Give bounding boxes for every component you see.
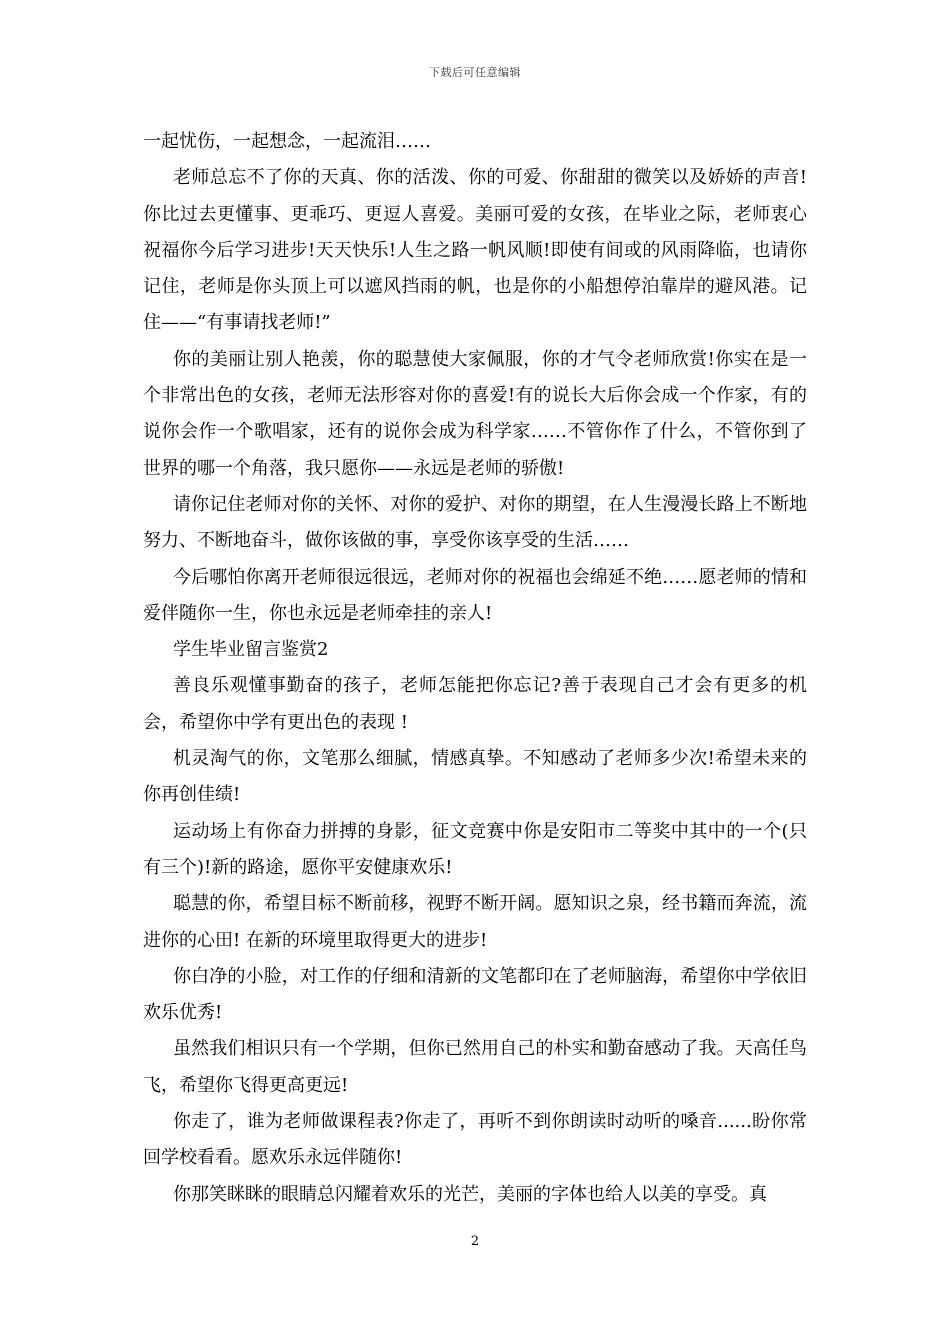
- page-number: 2: [470, 1234, 480, 1249]
- paragraph: 你那笑眯眯的眼睛总闪耀着欢乐的光芒，美丽的字体也给人以美的享受。真: [173, 1183, 767, 1205]
- paragraph: 今后哪怕你离开老师很远很远，老师对你的祝福也会绵延不绝……愿老师的情和爱伴随你一生，你也永远是老师牵挂的亲人!: [143, 566, 807, 624]
- paragraph: 一起忧伤，一起想念，一起流泪……: [143, 131, 431, 152]
- paragraph: 善良乐观懂事勤奋的孩子，老师怎能把你忘记?善于表现自己才会有更多的机会，希望你中学有更出色的表现 !: [143, 675, 807, 733]
- paragraph: 虽然我们相识只有一个学期，但你已然用自己的朴实和勤奋感动了我。天高任鸟飞，希望你飞得更高更远!: [143, 1038, 807, 1096]
- section-heading: 学生毕业留言鉴赏2: [173, 639, 329, 661]
- paragraph: 你白净的小脸，对工作的仔细和清新的文笔都印在了老师脑海，希望你中学依旧欢乐优秀!: [143, 965, 807, 1024]
- paragraph: 机灵淘气的你，文笔那么细腻，情感真挚。不知感动了老师多少次!希望未来的你再创佳绩!: [143, 748, 807, 806]
- paragraph: 你的美丽让别人艳羡，你的聪慧使大家佩服，你的才气令老师欣赏!你实在是一个非常出色的女孩，老师无法形容对你的喜爱!有的说长大后你会成一个作家，有的说你会作一个歌唱家，还有的说你会成为科学家……不管你作了什么，不管你到了世界的哪一个角落，我只愿你——永远是老师的骄傲!: [143, 348, 807, 479]
- paragraph: 你走了，谁为老师做课程表?你走了，再听不到你朗读时动听的嗓音......盼你常回学校看看。愿欢乐永远伴随你!: [143, 1111, 807, 1169]
- paragraph: 运动场上有你奋力拼搏的身影，征文竞赛中你是安阳市二等奖中其中的一个(只有三个)!新的路途，愿你平安健康欢乐!: [143, 820, 807, 878]
- paragraph: 聪慧的你，希望目标不断前移，视野不断开阔。愿知识之泉，经书籍而奔流，流进你的心田! 在新的环境里取得更大的进步!: [143, 893, 807, 951]
- document-body: [143, 124, 807, 1213]
- paragraph: 老师总忘不了你的天真、你的活泼、你的可爱、你甜甜的微笑以及娇娇的声音!你比过去更懂事、更乖巧、更逗人喜爱。美丽可爱的女孩，在毕业之际，老师衷心祝福你今后学习进步!天天快乐!人生之路一帆风顺!即使有间或的风雨降临，也请你记住，老师是你头顶上可以遮风挡雨的帆，也是你的小船想停泊靠岸的避风港。记住——“有事请找老师!”: [143, 167, 807, 334]
- page-header: 下载后可任意编辑: [429, 66, 521, 79]
- paragraph: 请你记住老师对你的关怀、对你的爱护、对你的期望，在人生漫漫长路上不断地努力、不断地奋斗，做你该做的事，享受你该享受的生活……: [143, 493, 807, 552]
